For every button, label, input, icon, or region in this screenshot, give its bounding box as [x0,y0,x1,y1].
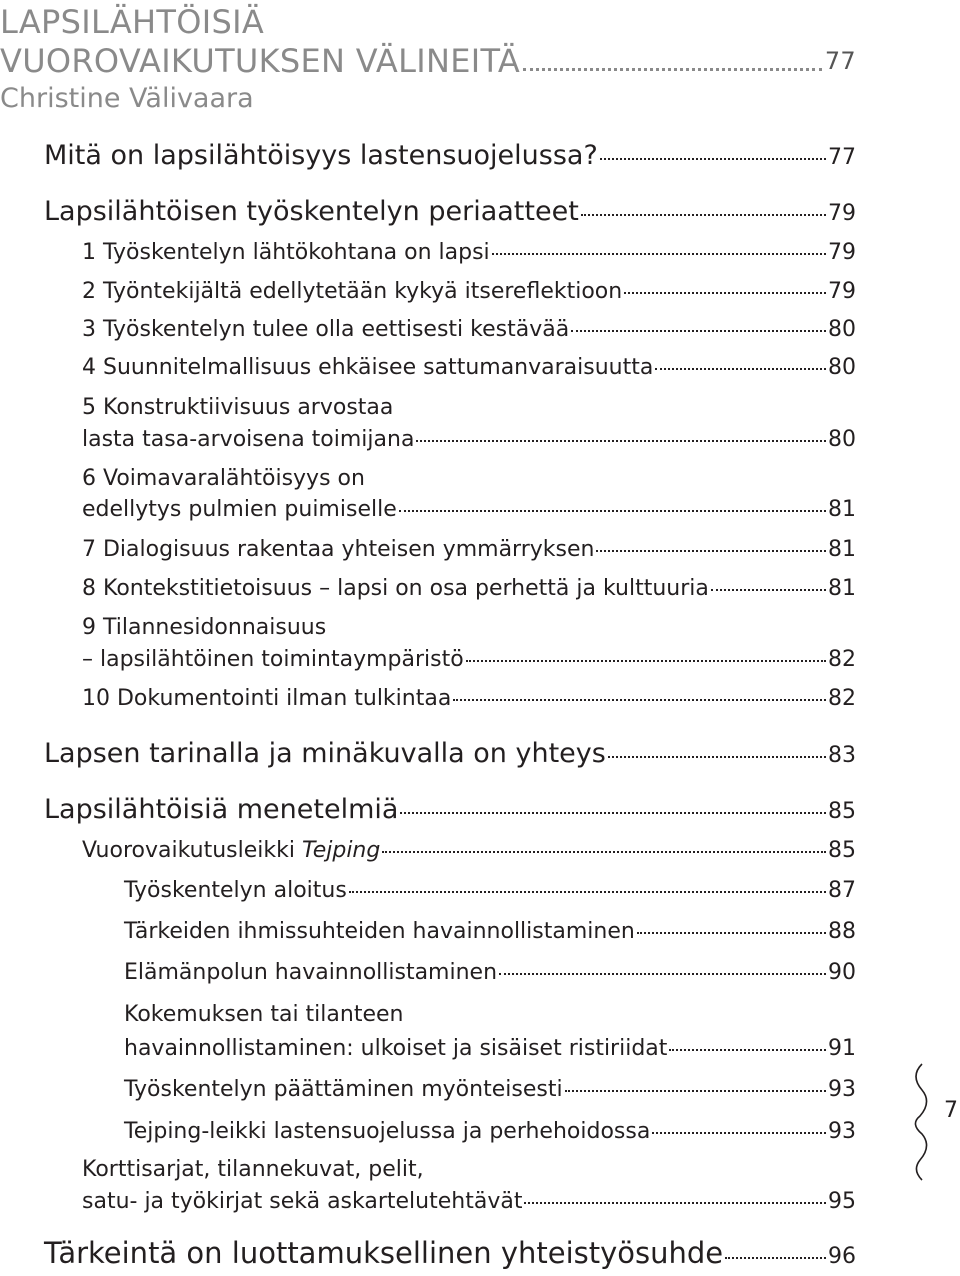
toc-entry[interactable] [44,1236,856,1270]
toc-entry-title: 2 Työntekijältä edellytetään kykyä itsereflektioon [82,279,623,304]
toc-entry[interactable] [82,317,856,342]
toc-entry-page: 81 [828,537,856,562]
dot-leader [624,292,826,294]
dot-leader [571,330,826,332]
toc-entry-title-italic: Tejping [301,838,381,863]
dot-leader [565,1090,826,1092]
toc-entry-page: 79 [828,201,856,226]
brace-decoration [900,1062,940,1182]
dot-leader [600,158,826,160]
chapter-author: Christine Välivaara [0,83,254,114]
toc-entry-title: Tärkeiden ihmissuhteiden havainnollistaminen [124,919,635,944]
chapter-page-number: 77 [824,47,856,75]
toc-entry-page: 95 [828,1189,856,1214]
toc-entry[interactable] [44,794,856,825]
toc-entry[interactable] [82,497,856,522]
dot-leader [608,756,826,758]
toc-entry[interactable] [44,140,856,171]
toc-entry-page: 81 [828,576,856,601]
toc-entry-title-line1: Kokemuksen tai tilanteen [124,1002,404,1027]
toc-entry-page: 82 [828,647,856,672]
toc-entry-page: 83 [828,743,856,768]
dot-leader [400,812,826,814]
toc-entry-title: havainnollistaminen: ulkoiset ja sisäiset ristiriidat [124,1036,668,1061]
toc-entry-page: 96 [828,1244,856,1269]
dot-leader [652,1132,826,1134]
toc-entry-page: 91 [828,1036,856,1061]
toc-entry[interactable] [82,686,856,711]
toc-entry-page: 80 [828,317,856,342]
toc-entry[interactable] [82,240,856,265]
toc-entry-title-line1: 5 Konstruktiivisuus arvostaa [82,395,394,420]
toc-entry-title: 3 Työskentelyn tulee olla eettisesti kestävää [82,317,570,342]
toc-entry[interactable] [82,1189,856,1214]
toc-entry-title: Elämänpolun havainnollistaminen [124,960,498,985]
chapter-title-text: VUOROVAIKUTUKSEN VÄLINEITÄ [0,42,521,80]
chapter-title-line1: LAPSILÄHTÖISIÄ [0,3,265,41]
toc-entry-title: 1 Työskentelyn lähtökohtana on lapsi [82,240,490,265]
toc-entry[interactable] [44,196,856,227]
toc-entry-page: 81 [828,497,856,522]
toc-entry-page: 79 [828,240,856,265]
toc-entry-page: 85 [828,799,856,824]
toc-entry[interactable] [44,738,856,769]
toc-entry[interactable] [124,1119,856,1144]
toc-entry[interactable] [124,878,856,903]
toc-entry[interactable] [124,919,856,944]
dot-leader [669,1049,826,1051]
toc-entry-title-line1: Korttisarjat, tilannekuvat, pelit, [82,1157,424,1182]
toc-entry-title: 7 Dialogisuus rakentaa yhteisen ymmärryksen [82,537,595,562]
dot-leader [466,660,826,662]
toc-entry-page: 87 [828,878,856,903]
chapter-title-line2 [0,42,856,80]
toc-entry-title: Lapsen tarinalla ja minäkuvalla on yhteys [44,738,606,769]
dot-leader [492,253,826,255]
toc-entry-title: Tärkeintä on luottamuksellinen yhteistyösuhde [44,1236,724,1270]
toc-entry[interactable] [82,647,856,672]
toc-entry-title: lasta tasa-arvoisena toimijana [82,427,415,452]
dot-leader [523,42,822,71]
toc-entry-title: Mitä on lapsilähtöisyys lastensuojelussa? [44,140,598,171]
toc-entry-title: Lapsilähtöisen työskentelyn periaatteet [44,196,579,227]
toc-entry-page: 85 [828,838,856,863]
dot-leader [711,589,826,591]
toc-entry-page: 93 [828,1119,856,1144]
toc-entry[interactable] [82,355,856,380]
toc-entry[interactable] [82,427,856,452]
toc-entry-page: 90 [828,960,856,985]
dot-leader [349,891,826,893]
toc-entry[interactable] [124,1077,856,1102]
dot-leader [524,1202,826,1204]
dot-leader [416,440,826,442]
toc-entry-title: Työskentelyn päättäminen myönteisesti [124,1077,563,1102]
toc-entry[interactable] [82,838,856,863]
toc-entry-page: 88 [828,919,856,944]
toc-entry-title: 8 Kontekstitietoisuus – lapsi on osa perhettä ja kulttuuria [82,576,709,601]
dot-leader [499,973,826,975]
toc-entry-title-text: Vuorovaikutusleikki [82,838,302,863]
toc-entry-title: – lapsilähtöinen toimintaympäristö [82,647,464,672]
dot-leader [637,932,826,934]
dot-leader [596,550,826,552]
toc-entry-title: 4 Suunnitelmallisuus ehkäisee sattumanvaraisuutta [82,355,654,380]
toc-entry-page: 82 [828,686,856,711]
toc-entry-title-line1: 9 Tilannesidonnaisuus [82,615,327,640]
toc-entry-title: satu- ja työkirjat sekä askartelutehtävät [82,1189,523,1214]
toc-entry[interactable] [124,1036,856,1061]
toc-entry-title-line1: 6 Voimavaralähtöisyys on [82,466,365,491]
page-number: 7 [944,1098,958,1123]
toc-entry-title [82,838,380,863]
dot-leader [725,1257,826,1259]
toc-entry-page: 80 [828,355,856,380]
toc-entry-page: 79 [828,279,856,304]
toc-entry-title: Työskentelyn aloitus [124,878,347,903]
toc-entry-title: Tejping-leikki lastensuojelussa ja perhehoidossa [124,1119,651,1144]
toc-entry-title: 10 Dokumentointi ilman tulkintaa [82,686,452,711]
toc-entry[interactable] [82,279,856,304]
toc-entry-title: edellytys pulmien puimiselle [82,497,397,522]
dot-leader [399,510,826,512]
dot-leader [382,851,826,853]
toc-entry-title: Lapsilähtöisiä menetelmiä [44,794,399,825]
toc-entry-page: 93 [828,1077,856,1102]
toc-entry[interactable] [82,576,856,601]
dot-leader [453,699,826,701]
dot-leader [655,368,826,370]
dot-leader [581,214,826,216]
toc-entry[interactable] [82,537,856,562]
toc-entry-page: 77 [828,145,856,170]
toc-entry-page: 80 [828,427,856,452]
toc-entry[interactable] [124,960,856,985]
